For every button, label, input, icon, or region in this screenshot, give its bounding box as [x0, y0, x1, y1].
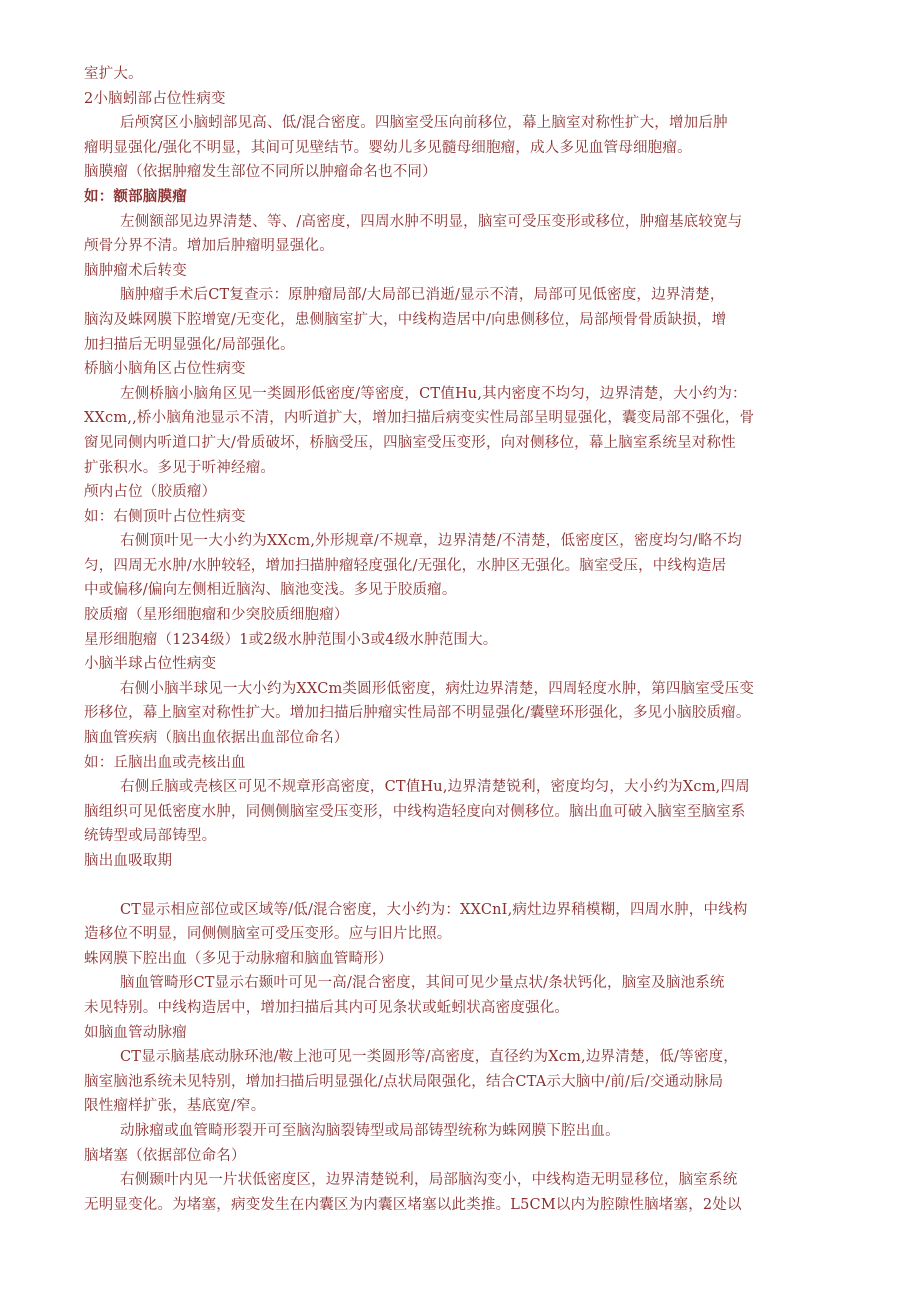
paragraph-line: 脑肿瘤手术后CT复查示：原肿瘤局部/大局部已消逝/显示不清，局部可见低密度，边界清楚，: [120, 287, 725, 304]
section-heading: 小脑半球占位性病变: [84, 656, 217, 673]
paragraph-line: 形移位，幕上脑室对称性扩大。增加扫描后肿瘤实性局部不明显强化/囊壁环形强化，多见小脑胶质瘤。: [84, 705, 751, 722]
paragraph-line: 中或偏移/偏向左侧相近脑沟、脑池变浅。多见于胶质瘤。: [84, 582, 457, 599]
paragraph-line: 右侧小脑半球见一大小约为XXCm类圆形低密度，病灶边界清楚，四周轻度水肿，第四脑室受压变: [120, 680, 755, 697]
paragraph-line: 未见特别。中线构造居中，增加扫描后其内可见条状或蚯蚓状高密度强化。: [84, 999, 570, 1016]
paragraph-line: 扩张积水。多见于听神经瘤。: [84, 459, 276, 476]
paragraph-line: 匀，四周无水肿/水肿较轻，增加扫描肿瘤轻度强化/无强化，水肿区无强化。脑室受压，中线构造居: [84, 557, 727, 574]
section-heading: 脑膜瘤（依据肿瘤发生部位不同所以肿瘤命名也不同）: [84, 164, 437, 181]
paragraph-line: 脑室脑池系统未见特别，增加扫描后明显强化/点状局限强化，结合CTA示大脑中/前/后/交通动脉局: [84, 1073, 724, 1090]
text-line: 室扩大。: [84, 66, 143, 82]
paragraph-line: 右侧颞叶内见一片状低密度区，边界清楚锐利，局部脑沟变小，中线构造无明显移位，脑室系统: [120, 1172, 738, 1189]
section-heading: 颅内占位（胶质瘤）: [84, 484, 217, 501]
section-heading: 脑血管疾病（脑出血依据出血部位命名）: [84, 730, 349, 747]
section-heading: 蛛网膜下腔出血（多见于动脉瘤和脑血管畸形）: [84, 950, 393, 967]
paragraph-line: 左侧桥脑小脑角区见一类圆形低密度/等密度，CT值Hu,其内密度不均匀，边界清楚，大小约为：: [120, 385, 747, 402]
paragraph-line: 左侧额部见边界清楚、等、/高密度，四周水肿不明显，脑室可受压变形或移位，肿瘤基底较宽与: [120, 213, 743, 230]
paragraph-line: 脑组织可见低密度水肿，同侧侧脑室受压变形，中线构造轻度向对侧移位。脑出血可破入脑室至脑室系: [84, 803, 746, 820]
section-heading: 脑出血吸取期: [84, 853, 173, 869]
paragraph-line: CT显示脑基底动脉环池/鞍上池可见一类圆形等/高密度，直径约为Xcm,边界清楚，低/等密度，: [120, 1049, 738, 1066]
paragraph-line: 右侧顶叶见一大小约为XXcm,外形规章/不规章，边界清楚/不清楚，低密度区，密度均匀/略不均: [120, 533, 742, 550]
document-page: [84, 62, 854, 1217]
paragraph-line: 脑血管畸形CT显示右颞叶可见一高/混合密度，其间可见少量点状/条状钙化，脑室及脑池系统: [120, 975, 725, 992]
section-heading: 胶质瘤（星形细胞瘤和少突胶质细胞瘤）: [84, 607, 349, 624]
paragraph-line: 右侧丘脑或壳核区可见不规章形高密度，CT值Hu,边界清楚锐利，密度均匀，大小约为Xcm,四周: [120, 779, 750, 796]
text-line: 星形细胞瘤（1234级）1或2级水肿范围小3或4级水肿范围大。: [84, 631, 498, 648]
paragraph-line: 统铸型或局部铸型。: [84, 828, 217, 845]
subheading: 如：丘脑出血或壳核出血: [84, 754, 246, 771]
paragraph-line: XXcm,,桥小脑角池显示不清，内听道扩大，增加扫描后病变实性局部呈明显强化，囊变局部不强化，骨: [84, 410, 755, 427]
section-heading: 脑堵塞（依据部位命名）: [84, 1147, 246, 1164]
subheading: 如：额部脑膜瘤: [84, 187, 187, 205]
paragraph-line: 动脉瘤或血管畸形裂开可至脑沟脑裂铸型或局部铸型统称为蛛网膜下腔出血。: [120, 1122, 620, 1139]
section-heading: 桥脑小脑角区占位性病变: [84, 361, 246, 378]
paragraph-line: 窗见同侧内听道口扩大/骨质破坏，桥脑受压，四脑室受压变形，向对侧移位，幕上脑室系统呈对称性: [84, 434, 736, 451]
paragraph-line: 颅骨分界不清。增加后肿瘤明显强化。: [84, 238, 334, 255]
paragraph-line: 后颅窝区小脑蚓部见高、低/混合密度。四脑室受压向前移位，幕上脑室对称性扩大，增加后肿: [120, 115, 728, 132]
paragraph-line: 限性瘤样扩张，基底宽/窄。: [84, 1098, 266, 1115]
subheading: 如：右侧顶叶占位性病变: [84, 508, 246, 525]
paragraph-line: 脑沟及蛛网膜下腔增宽/无变化，患侧脑室扩大，中线构造居中/向患侧移位，局部颅骨骨质缺损，增: [84, 311, 727, 328]
section-heading: 脑肿瘤术后转变: [84, 262, 187, 279]
paragraph-line: 加扫描后无明显强化/局部强化。: [84, 336, 295, 353]
blank-gap: [84, 874, 854, 898]
paragraph-line: 无明显变化。为堵塞，病变发生在内囊区为内囊区堵塞以此类推。L5CM以内为腔隙性脑堵塞，2处以: [84, 1196, 742, 1213]
paragraph-line: 造移位不明显，同侧侧脑室可受压变形。应与旧片比照。: [84, 926, 452, 943]
paragraph-line: 瘤明显强化/强化不明显，其间可见壁结节。婴幼儿多见髓母细胞瘤，成人多见血管母细胞瘤。: [84, 139, 692, 156]
section-heading: 2小脑蚓部占位性病变: [84, 90, 226, 107]
paragraph-line: CT显示相应部位或区域等/低/混合密度，大小约为：XXCnI,病灶边界稍模糊，四周水肿，中线构: [120, 901, 748, 918]
section-heading: 如脑血管动脉瘤: [84, 1024, 187, 1041]
